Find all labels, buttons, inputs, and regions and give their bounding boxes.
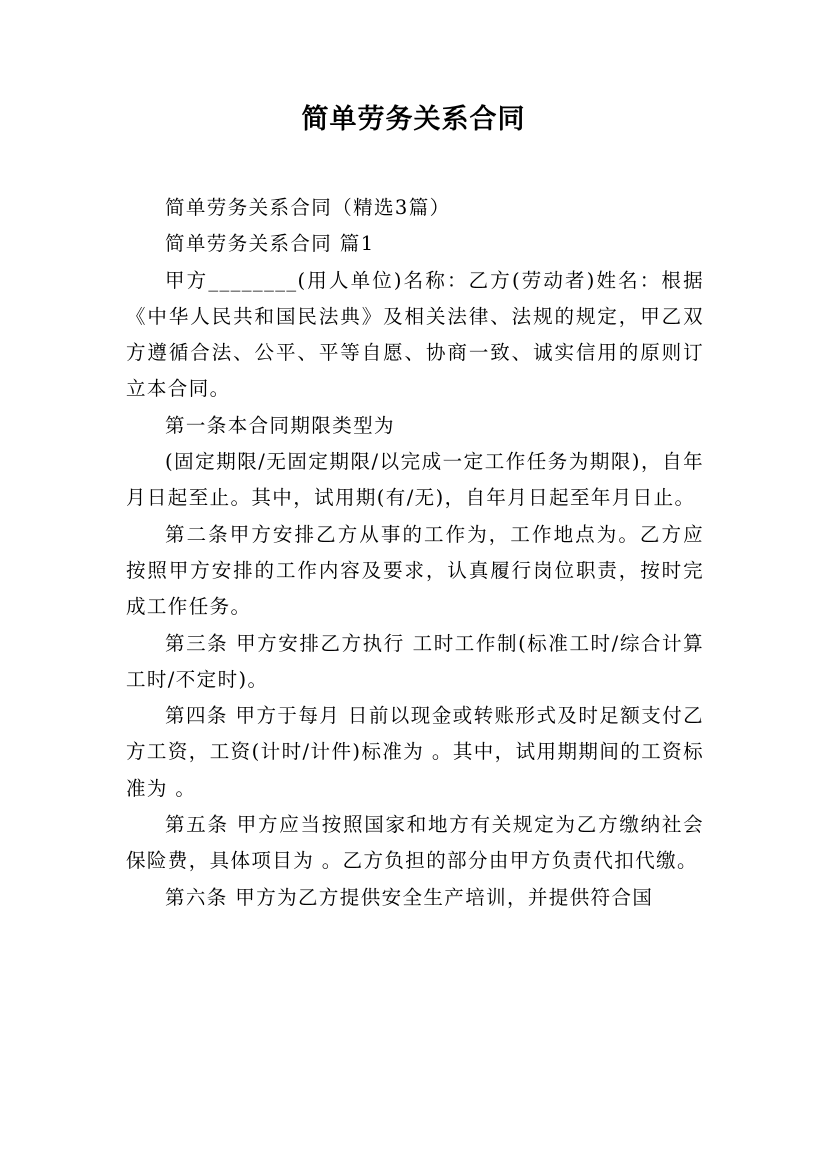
paragraph-article-2: 第二条甲方安排乙方从事的工作为，工作地点为。乙方应按照甲方安排的工作内容及要求，认真履行岗位职责，按时完成工作任务。 xyxy=(126,522,704,619)
paragraph-parties: 甲方________(用人单位)名称：乙方(劳动者)姓名：根据《中华人民共和国民法典》及相关法律、法规的规定，甲乙双方遵循合法、公平、平等自愿、协商一致、诚实信用的原则订立本合同。 xyxy=(126,268,704,401)
paragraph-article-4: 第四条 甲方于每月 日前以现金或转账形式及时足额支付乙方工资，工资(计时/计件)标准为 。其中，试用期期间的工资标准为 。 xyxy=(126,704,704,800)
document-body xyxy=(126,190,704,916)
paragraph-article-5: 第五条 甲方应当按照国家和地方有关规定为乙方缴纳社会保险费，具体项目为 。乙方负担的部分由甲方负责代扣代缴。 xyxy=(126,813,704,873)
paragraph-article-3: 第三条 甲方安排乙方执行 工时工作制(标准工时/综合计算工时/不定时)。 xyxy=(126,631,704,691)
paragraph-article-6: 第六条 甲方为乙方提供安全生产培训，并提供符合国 xyxy=(165,885,654,909)
document-title: 简单劳务关系合同 xyxy=(301,104,526,135)
paragraph-section-heading: 简单劳务关系合同 篇1 xyxy=(165,232,375,256)
paragraph-subtitle: 简单劳务关系合同（精选3篇） xyxy=(165,196,451,219)
paragraph-article-1-body: (固定期限/无固定期限/以完成一定工作任务为期限)，自年月日起至止。其中，试用期(有/无)，自年月日起至年月日止。 xyxy=(126,450,704,510)
paragraph-article-1-heading: 第一条本合同期限类型为 xyxy=(165,413,395,437)
